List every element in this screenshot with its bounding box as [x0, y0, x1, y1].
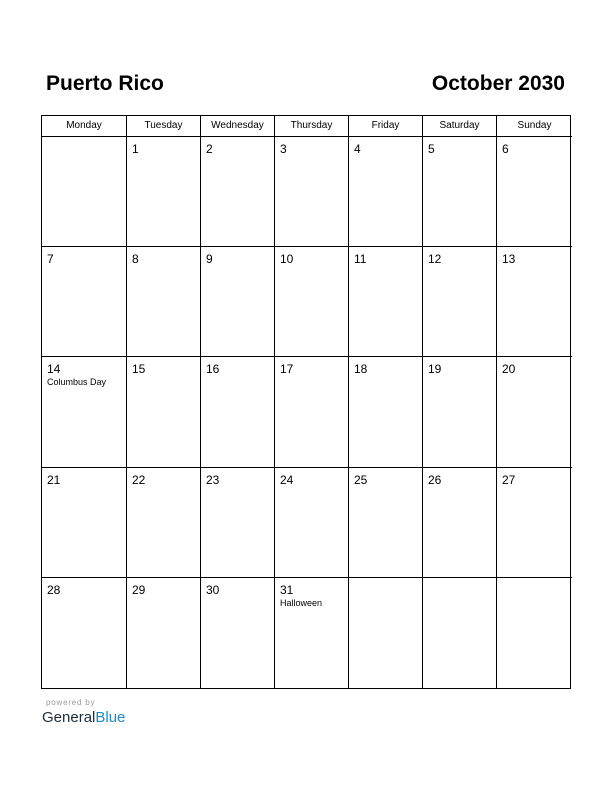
weekday-header-thursday: Thursday [275, 116, 349, 137]
day-number: 30 [206, 583, 220, 597]
day-cell [497, 137, 572, 247]
weekday-header-saturday: Saturday [423, 116, 497, 137]
day-number: 20 [502, 362, 516, 376]
day-number: 11 [354, 252, 367, 266]
weekday-header-monday: Monday [42, 116, 127, 137]
day-number: 18 [354, 362, 368, 376]
day-cell [497, 468, 572, 578]
day-number: 8 [132, 252, 139, 266]
day-number: 7 [47, 252, 54, 266]
calendar-region-title: Puerto Rico [46, 72, 164, 95]
day-number: 2 [206, 142, 213, 156]
day-number: 21 [47, 473, 61, 487]
day-cell [349, 247, 423, 357]
day-number: 31 [280, 583, 294, 597]
day-number: 12 [428, 252, 442, 266]
day-cell [423, 357, 497, 468]
day-cell [275, 468, 349, 578]
weekday-header-sunday: Sunday [497, 116, 572, 137]
day-number: 1 [132, 142, 139, 156]
day-cell [275, 137, 349, 247]
day-cell [201, 357, 275, 468]
day-cell [42, 137, 127, 247]
day-cell [349, 578, 423, 688]
day-number [502, 583, 572, 597]
day-number: 14 [47, 362, 61, 376]
day-number: 13 [502, 252, 516, 266]
day-number: 29 [132, 583, 146, 597]
day-number: 6 [502, 142, 509, 156]
day-cell [127, 247, 201, 357]
day-cell [201, 137, 275, 247]
powered-by-label: powered by [46, 698, 96, 707]
generalblue-logo[interactable] [42, 709, 125, 727]
day-cell [42, 247, 127, 357]
weekday-header-wednesday: Wednesday [201, 116, 275, 137]
day-cell [349, 357, 423, 468]
day-number: 3 [280, 142, 287, 156]
day-number: 10 [280, 252, 294, 266]
day-cell [127, 468, 201, 578]
day-cell [423, 578, 497, 688]
day-number: 17 [280, 362, 294, 376]
day-cell [349, 468, 423, 578]
day-number: 4 [354, 142, 361, 156]
day-number: 27 [502, 473, 516, 487]
day-number: 15 [132, 362, 146, 376]
day-cell [275, 578, 349, 688]
day-cell [201, 468, 275, 578]
day-cell [201, 578, 275, 688]
day-cell [127, 357, 201, 468]
day-cell [42, 468, 127, 578]
day-cell [497, 247, 572, 357]
day-number: 26 [428, 473, 442, 487]
day-cell [42, 578, 127, 688]
day-cell [423, 468, 497, 578]
day-cell [423, 137, 497, 247]
holiday-label: Halloween [280, 598, 323, 608]
calendar-month-title: October 2030 [431, 72, 565, 95]
day-number: 28 [47, 583, 61, 597]
day-number: 16 [206, 362, 220, 376]
brand-name-part1: General [42, 709, 96, 726]
day-cell [127, 137, 201, 247]
day-cell [127, 578, 201, 688]
day-cell [497, 578, 572, 688]
weekday-header-tuesday: Tuesday [127, 116, 201, 137]
day-number: 5 [428, 142, 435, 156]
day-number [47, 142, 126, 156]
day-number: 25 [354, 473, 368, 487]
holiday-label: Columbus Day [47, 377, 107, 387]
day-cell [423, 247, 497, 357]
day-cell [349, 137, 423, 247]
day-number [354, 583, 422, 597]
calendar-grid [41, 115, 571, 689]
day-cell [42, 357, 127, 468]
day-cell [275, 357, 349, 468]
day-number: 9 [206, 252, 213, 266]
day-cell [201, 247, 275, 357]
day-cell [497, 357, 572, 468]
day-number [428, 583, 496, 597]
day-number: 23 [206, 473, 220, 487]
brand-name-part2: Blue [95, 709, 126, 726]
day-number: 22 [132, 473, 146, 487]
day-number: 24 [280, 473, 294, 487]
day-number: 19 [428, 362, 442, 376]
day-cell [275, 247, 349, 357]
weekday-header-friday: Friday [349, 116, 423, 137]
